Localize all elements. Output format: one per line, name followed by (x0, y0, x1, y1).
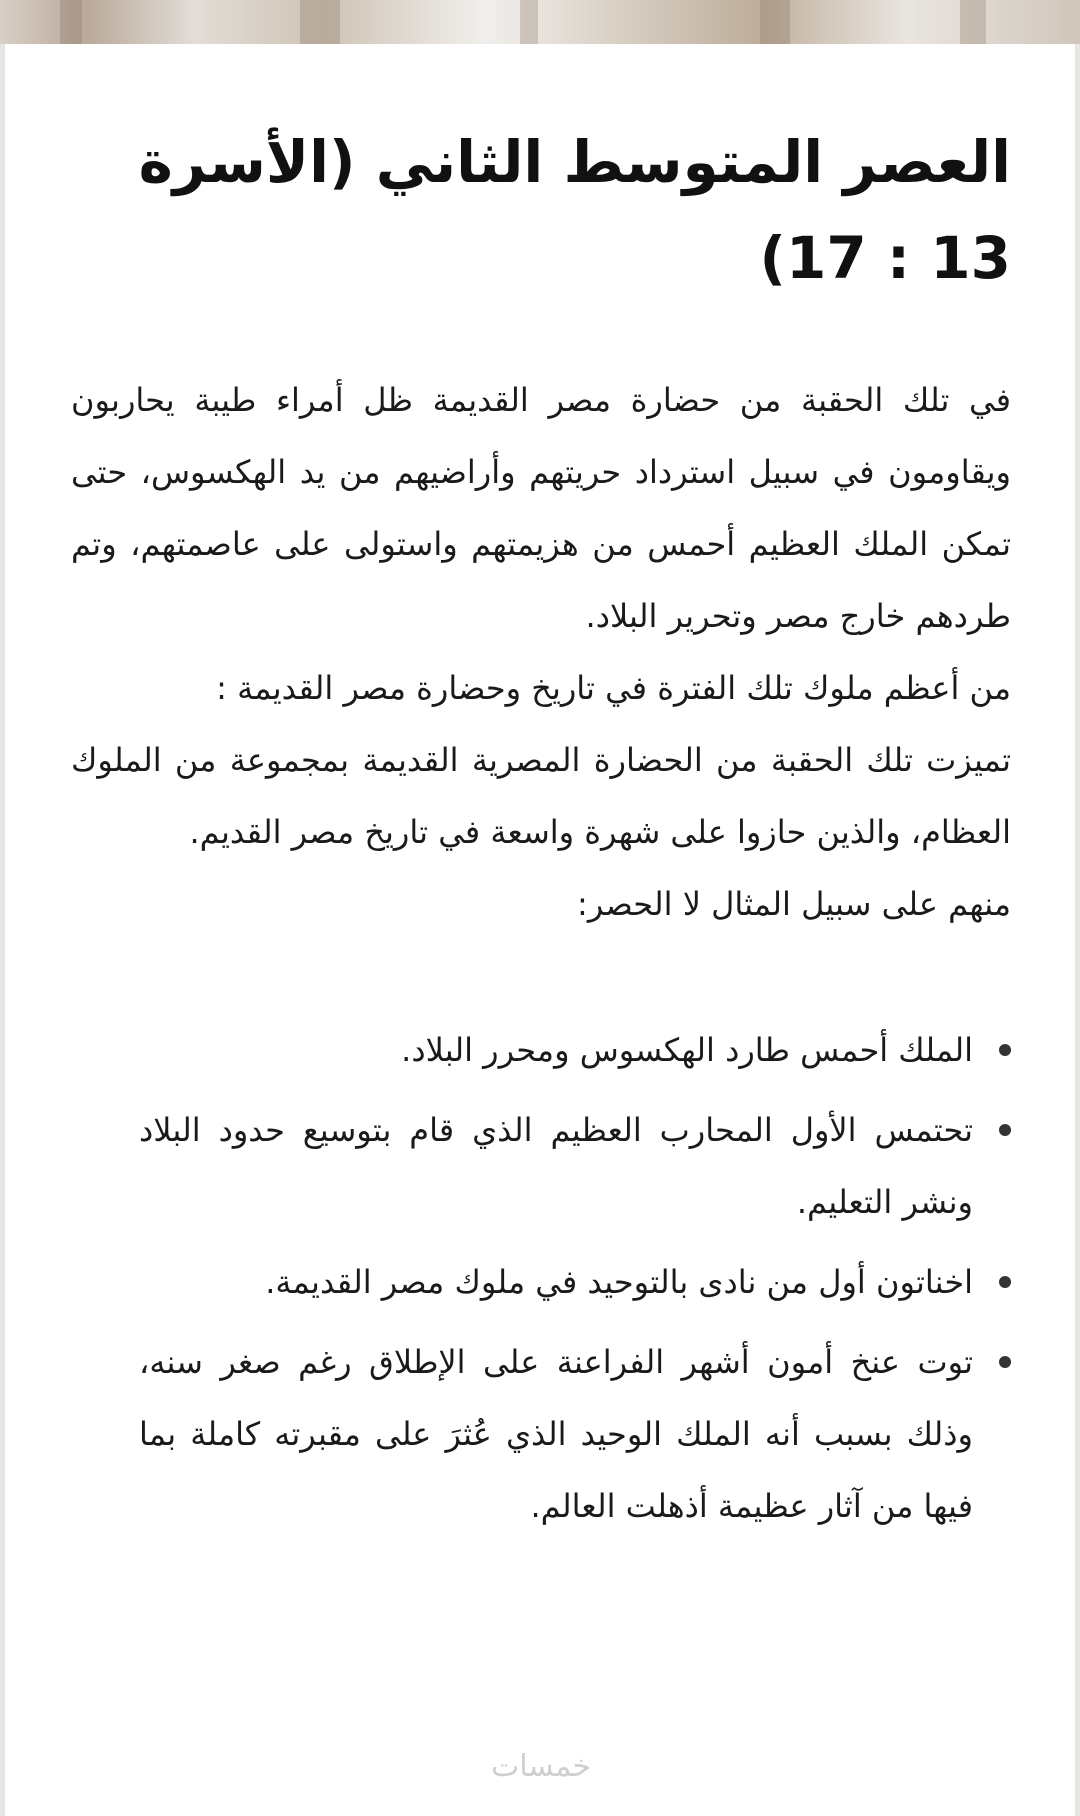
bullet-icon (999, 1044, 1011, 1056)
bullet-icon (999, 1276, 1011, 1288)
article-card (4, 44, 1076, 1816)
photo-detail (300, 0, 340, 44)
article-content (71, 44, 1011, 1550)
paragraph: منهم على سبيل المثال لا الحصر: (577, 885, 1011, 923)
photo-detail (60, 0, 82, 44)
photo-detail (760, 0, 790, 44)
list-item (139, 1014, 1011, 1086)
header-photo-strip (0, 0, 1080, 44)
article-title: العصر المتوسط الثاني (الأسرة 13 : 17) (138, 128, 1011, 292)
bullet-icon (999, 1124, 1011, 1136)
kings-list (139, 1014, 1011, 1542)
list-item-text: اخناتون أول من نادى بالتوحيد في ملوك مصر القديمة. (265, 1263, 973, 1301)
watermark-logo: خمسات (490, 1749, 592, 1784)
list-item-text: توت عنخ أمون أشهر الفراعنة على الإطلاق رغم صغر سنه، وذلك بسبب أنه الملك الوحيد الذي عُثرَ على مقبرته كاملة بما فيها من آثار عظيمة أذهلت العالم. (139, 1343, 973, 1525)
article-body (71, 364, 1011, 940)
list-item (139, 1094, 1011, 1238)
photo-detail (520, 0, 538, 44)
list-item-text: تحتمس الأول المحارب العظيم الذي قام بتوسيع حدود البلاد ونشر التعليم. (139, 1111, 973, 1221)
paragraph: تميزت تلك الحقبة من الحضارة المصرية القديمة بمجموعة من الملوك العظام، والذين حازوا على شهرة واسعة في تاريخ مصر القديم. (71, 741, 1011, 851)
paragraph: في تلك الحقبة من حضارة مصر القديمة ظل أمراء طيبة يحاربون ويقاومون في سبيل استرداد حريتهم وأراضيهم من يد الهكسوس، حتى تمكن الملك العظيم أحمس من هزيمتهم واستولى على عاصمتهم، وتم طردهم خارج مصر وتحرير البلاد. (71, 381, 1011, 635)
list-item (139, 1326, 1011, 1542)
photo-detail (960, 0, 986, 44)
bullet-icon (999, 1356, 1011, 1368)
list-item-text: الملك أحمس طارد الهكسوس ومحرر البلاد. (401, 1031, 973, 1069)
list-item (139, 1246, 1011, 1318)
paragraph: من أعظم ملوك تلك الفترة في تاريخ وحضارة مصر القديمة : (216, 669, 1011, 707)
